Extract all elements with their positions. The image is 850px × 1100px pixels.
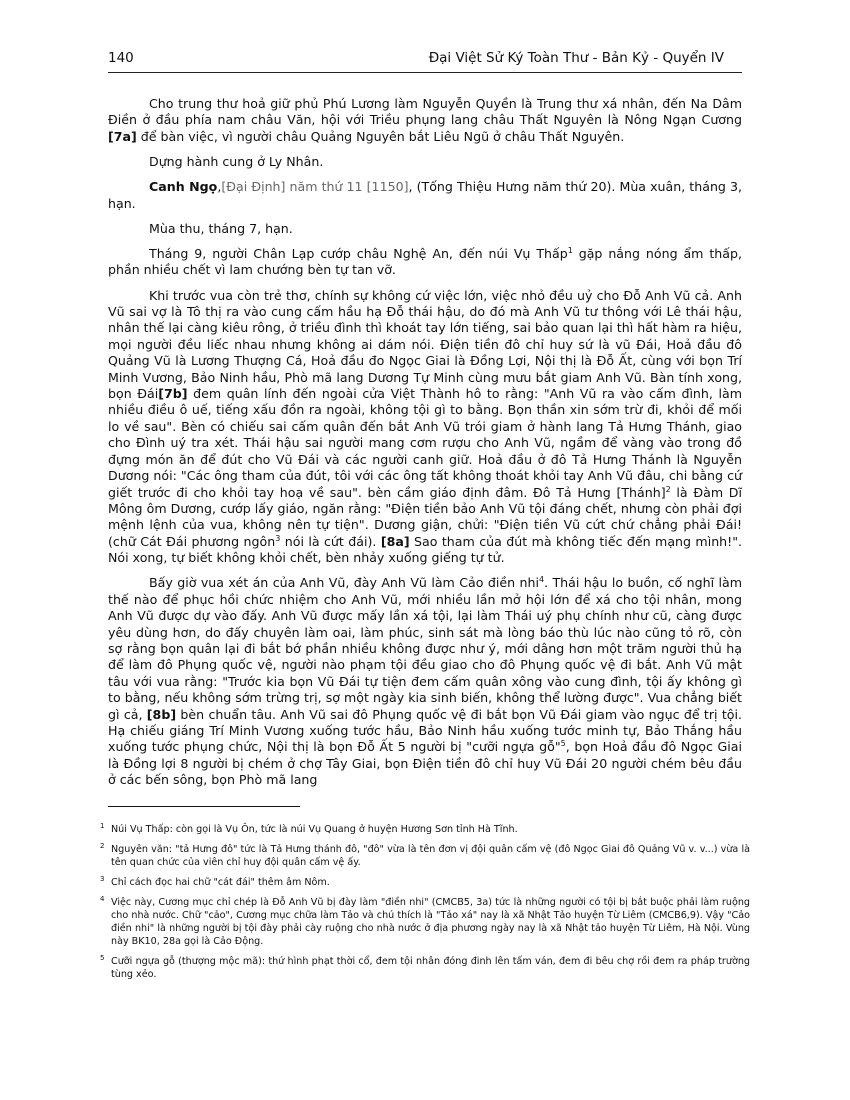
paragraph-4: Mùa thu, tháng 7, hạn. — [149, 220, 293, 236]
footnotes — [100, 823, 750, 988]
paragraph-3: Canh Ngọ,[Đại Định] năm thứ 11 [1150], (Tống Thiệu Hưng năm thứ 20). Mùa xuân, tháng 3, hạn. — [108, 179, 743, 211]
paragraph-1: Cho trung thư hoả giữ phủ Phú Lương làm Nguyễn Quyền là Trung thư xá nhân, đến Na Dâm Điền ở đầu phía nam châu Văn, hội với Triều phụng lang châu Thất Nguyên là Nông Ngạn Cương [7a] để bàn việc, vì người châu Quảng Nguyên bắt Liêu Ngũ ở châu Thất Nguyên. — [108, 96, 742, 144]
page-marker: [8a] — [380, 533, 410, 549]
paragraph-5: Tháng 9, người Chân Lạp cướp châu Nghệ An, đến núi Vụ Thấp$^1$ gặp nắng nóng ẩm thấp, phần nhiều chết vì lam chướng bèn tự tan vỡ. — [108, 245, 742, 278]
main-text — [108, 96, 742, 797]
footnote-ref: 2 — [665, 484, 671, 494]
running-title: Đại Việt Sử Ký Toàn Thư - Bản Kỷ - Quyển IV — [428, 50, 724, 66]
page-header — [108, 50, 742, 70]
footnote: 4 Việc này, Cương mục chỉ chép là Đỗ Anh Vũ bị đày làm "điền nhi" (CMCB5, 3a) tức là những người có tội bị bắt buộc phải làm ruộng cho nhà nước. Chữ "cảo", Cương mục chữa làm Tảo và chú thích là "Tảo xá" nay là xã Nhật Tảo huyện Từ Liêm (CMCB6,9). Vậy "Cảo điền nhi" là những người bị tội đày phải cày ruộng cho nhà nước ở địa phương ngày nay là xã Nhật tảo huyện Từ Liêm, Hà Nội. Vùng này BK10, 28a gọi là Cảo Động. — [100, 895, 750, 947]
footnote-separator — [108, 806, 300, 807]
page-marker: [7b] — [158, 386, 188, 402]
footnote: 1 Núi Vụ Thấp: còn gọi là Vụ Ôn, tức là núi Vụ Quang ở huyện Hương Sơn tỉnh Hà Tĩnh. — [100, 822, 518, 835]
footnote: 2 Nguyên văn: "tả Hưng đô" tức là Tả Hưng thánh đô, "đô" vừa là tên đơn vị đội quân cấm vệ (đô Ngọc Giai đô Quảng Vũ v. v...) vừa là tên quan chức của viên chỉ huy đội quân cấm vệ ấy. — [100, 842, 750, 868]
footnote: 3 Chỉ cách đọc hai chữ "cát đái" thêm âm Nôm. — [100, 875, 330, 888]
paragraph-2: Dựng hành cung ở Ly Nhân. — [149, 154, 324, 170]
footnote-ref: 3 — [275, 533, 281, 543]
header-rule — [108, 72, 742, 73]
era-name: [Đại Định] năm thứ 11 [1150] — [221, 179, 409, 195]
page-marker: [7a] — [108, 128, 137, 144]
footnote-ref: 5 — [560, 739, 566, 749]
page-marker: [8b] — [146, 706, 177, 722]
footnote-ref: 4 — [538, 575, 545, 585]
page-number: 140 — [108, 50, 134, 66]
year-heading: Canh Ngọ — [149, 179, 218, 195]
footnote: 5 Cưỡi ngựa gỗ (thượng mộc mã): thứ hình phạt thời cổ, đem tội nhân đóng đinh lên tấm ván, đem đi bêu chợ rồi đem ra pháp trường tùng xẻo. — [100, 954, 750, 980]
paragraph-6: Khi trước vua còn trẻ thơ, chính sự không cứ việc lớn, việc nhỏ đều uỷ cho Đỗ Anh Vũ cả. Anh Vũ sai vợ là Tô thị ra vào cung cấm hầu hạ Đỗ thái hậu, do đó mà Anh Vũ tư thông với Lê thái hậu, nhân thế lại càng kiêu rông, ở triều đình thì khoát tay lớn tiếng, sai bảo quan lại thì hất hàm ra hiệu, mọi người đều liếc nhau nhưng không ai dám nói. Điện tiền đô chỉ huy sứ là vũ Đái, Hoả đầu đô Quảng Vũ là Lương Thượng Cá, Hoả đầu đo Ngọc Giai là Đồng Lợi, Nội thị là Đỗ Ất, cùng với bọn Trí Minh Vương, Bảo Ninh hầu, Phò mã lang Dương Tự Minh cùng mưu bắt giam Anh Vũ. Bàn tính xong, bọn Đái[7b] đem quân lính đến ngoài cửa Việt Thành hô to rằng: "Anh Vũ ra vào cấm đình, làm nhiều điều ô uế, tiếng xấu đồn ra ngoài, không tội gì to bằng. Bọn thần xin sớm trừ đi, khỏi để mối lo về sau". Bèn có chiếu sai cấm quân đến bắt Anh Vũ trói giam ở hành lang Tả Hưng Thánh, giao cho Đình uý tra xét. Thái hậu sai người mang cơm rượu cho Anh Vũ, ngầm để vàng vào trong đồ đựng món ăn để đút cho Vũ Đái và các người canh giữ. Hoả đầu ở đô Tả Hưng Thánh là Nguyễn Dương nói: "Các ông tham của đút, tôi với các ông tất không thoát khỏi tay Anh Vũ đâu, chi bằng cứ giết trước đi cho khỏi tay hoạ về sau". bèn cầm giáo định đâm. Đô Tả Hưng [Thánh]$^2$ là Đàm Dĩ Mông ôm Dương, cướp lấy giáo, ngăn rằng: "Điện tiền bảo Anh Vũ tội đáng chết, nhưng còn phải đợi mệnh lệnh của vua, không nên tự tiện". Dương giận, chửi: "Điện tiền Vũ cứt chứ chẳng phải Đái! (chữ Cát Đái phương ngôn$^3$ nói là cứt đái). [8a] Sao tham của đút mà không tiếc đến mạng mình!". Nói xong, tự biết không khỏi chết, bèn nhảy xuống giếng tự tử. — [108, 287, 743, 566]
footnote-ref: 1 — [567, 245, 573, 255]
paragraph-7: Bấy giờ vua xét án của Anh Vũ, đày Anh Vũ làm Cảo điền nhi$^4$. Thái hậu lo buồn, cố nghĩ làm thế nào để phục hồi chức nhiệm cho Anh Vũ, mới nhiều lần mở hội lớn để xá cho tội nhân, mong Anh Vũ được dự vào đấy. Anh Vũ được mấy lần xá tội, lại làm Thái uý phụ chính như cũ, càng được yêu dùng hơn, do đấy chuyên làm oai, làm phúc, sinh sát mà lòng báo thù lúc nào cũng tỏ rõ, còn sợ rằng bọn quân lại đi bắt bớ phần nhiều không được như ý, mới dâng hơn một trăm người thủ hạ để làm đô Phụng quốc vệ, người nào phạm tội đều giao cho đô Phụng quốc vệ đi bắt. Anh Vũ mật tâu với vua rằng: "Trước kia bọn Vũ Đái tự tiện đem cấm quân xông vào cung đình, tội ấy không gì to bằng, nếu không sớm trừng trị, sợ một ngày kia sinh biến, không thể lường được". Vua chẳng biết gì cả, [8b] bèn chuẩn tâu. Anh Vũ sai đô Phụng quốc vệ đi bắt bọn Vũ Đái giam vào ngục để trị tội. Hạ chiếu giáng Trí Minh Vương xuống tước hầu, Bảo Ninh hầu xuống tước minh tự, Bảo Thắng hầu xuống tước phụng chức, Nội thị là bọn Đỗ Ất 5 người bị "cưỡi ngựa gỗ"$^5$, bọn Hoả đầu đô Ngọc Giai là Đồng lợi 8 người bị chém ở chợ Tây Giai, bọn Điện tiền đô chỉ huy Vũ Đái 20 người chém bêu đầu ở các bến sông, bọn Phò mã lang — [108, 575, 742, 788]
